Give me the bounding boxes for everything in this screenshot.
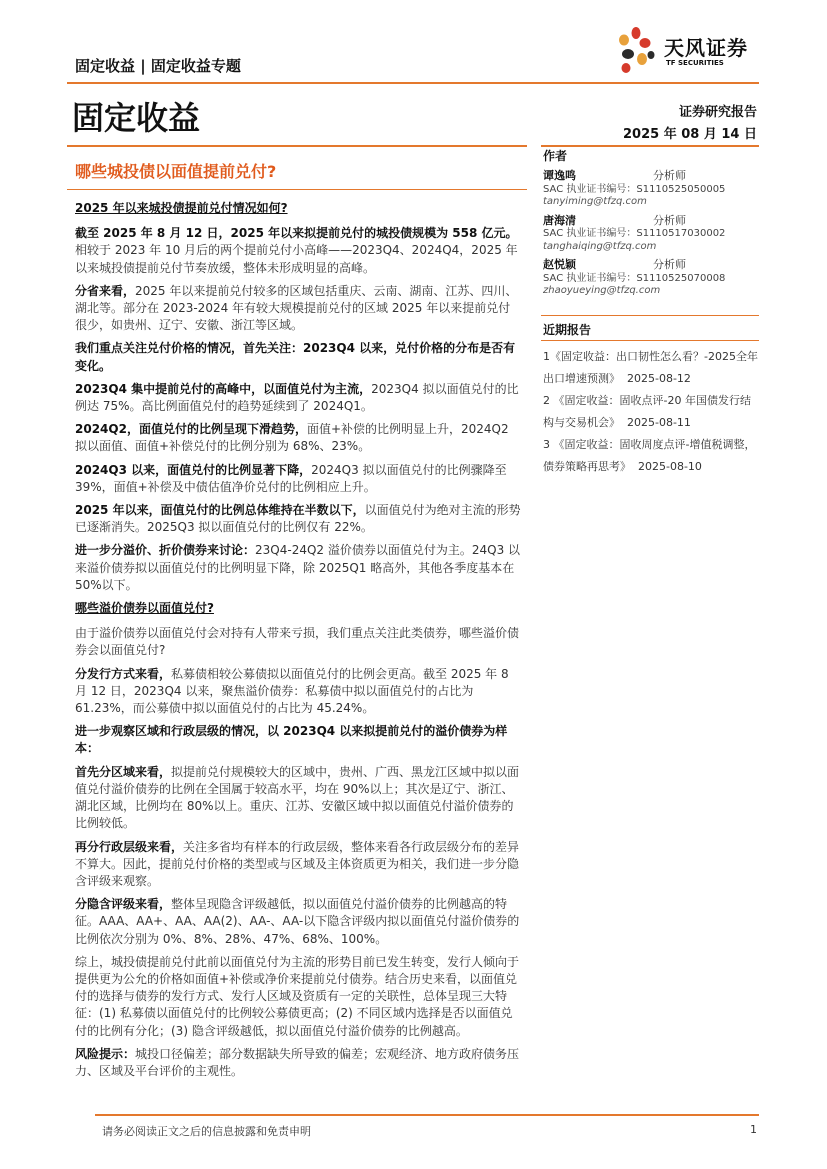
author-email[interactable]: zhaoyueying@tfzq.com xyxy=(543,285,661,296)
divider-main xyxy=(67,145,527,147)
authors-title: 作者 xyxy=(543,149,568,163)
paragraph-text: 由于溢价债券以面值兑付会对持有人带来亏损，我们重点关注此类债券，哪些溢价债券会以面值兑付? xyxy=(75,626,520,658)
recent-report-title: 1《固定收益：出口韧性怎么看？-2025全年出口增速预测》 xyxy=(543,350,758,385)
paragraph xyxy=(75,625,522,659)
page-title: 固定收益 xyxy=(72,99,201,137)
report-date: 2025 年 08 月 14 日 xyxy=(623,127,757,142)
bold-lead: 首先分区域来看， xyxy=(75,764,172,779)
recent-report-date: 2025-08-12 xyxy=(627,372,691,385)
author-cert: SAC 执业证书编号：S1110525050005 xyxy=(543,183,726,195)
bold-lead: 进一步观察区域和行政层级的情况，以 2023Q4 以来拟提前兑付的溢价债券为样本： xyxy=(75,724,508,756)
recent-report-title: 2 《固定收益：固收点评-20 年国债发行结构与交易机会》 xyxy=(543,394,751,429)
author-role: 分析师 xyxy=(653,169,686,182)
paragraph xyxy=(75,225,522,277)
footer-disclaimer: 请务必阅读正文之后的信息披露和免责申明 xyxy=(102,1125,311,1138)
author-cert: SAC 执业证书编号：S1110517030002 xyxy=(543,228,726,239)
logo-text: 天风证券 xyxy=(664,36,748,60)
recent-report-item[interactable] xyxy=(543,346,759,390)
bold-lead: 2024Q2，面值兑付的比例呈现下滑趋势， xyxy=(75,422,307,437)
logo-subtext: TF SECURITIES xyxy=(666,59,724,67)
company-logo xyxy=(612,26,762,76)
paragraph xyxy=(75,839,522,891)
author-name: 唐海清 xyxy=(543,213,576,227)
bold-lead: 分省来看， xyxy=(75,283,136,298)
paragraph xyxy=(75,462,522,496)
paragraph-text: 23Q4-24Q2 溢价债券以面值兑付为主。24Q3 以来溢价债券拟以面值兑付的比例明显下降，除 2025Q1 略高外，其他各季度基本在 50%以下。 xyxy=(75,543,521,592)
author-email[interactable]: tanyiming@tfzq.com xyxy=(543,196,647,207)
section-title: 哪些溢价债券以面值兑付? xyxy=(75,601,214,616)
paragraph-text: 关注多省均有样本的行政层级，整体来看各行政层级分布的差异不算大。因此，提前兑付价格的类型或与区域及主体资质更为相关，我们进一步分隐含评级来观察。 xyxy=(75,839,520,888)
breadcrumb: 固定收益 | 固定收益专题 xyxy=(75,57,241,75)
author-cert: SAC 执业证书编号：S1110525070008 xyxy=(543,272,726,284)
bold-lead: 分隐含评级来看， xyxy=(75,897,172,912)
page-number: 1 xyxy=(750,1123,757,1136)
bold-lead: 2023Q4 集中提前兑付的高峰中，以面值兑付为主流， xyxy=(75,381,372,396)
bold-lead: 截至 2025 年 8 月 12 日，2025 年以来拟提前兑付的城投债规模为 558 亿元。 xyxy=(75,226,518,241)
logo-mark-icon xyxy=(612,26,660,76)
paragraph xyxy=(75,381,522,415)
paragraph xyxy=(75,340,522,374)
paragraph xyxy=(75,764,522,833)
paragraph-text: 相较于 2023 年 10 月后的两个提前兑付小高峰——2023Q4、2024Q4，2025 年以来城投债提前兑付节奏放缓，整体未形成明显的高峰。 xyxy=(75,243,518,275)
headline-divider xyxy=(67,189,527,190)
report-headline: 哪些城投债以面值提前兑付? xyxy=(75,162,277,181)
paragraph-text: 2024Q3 拟以面值兑付的比例骤降至 39%，面值+补偿及中债估值净价兑付的比例相应上升。 xyxy=(75,462,507,494)
paragraph-text: 私募债相较公募债拟以面值兑付的比例会更高。截至 2025 年 8 月 12 日，2023Q4 以来，聚焦溢价债券：私募债中拟以面值兑付的占比为 61.23%，而公募债中拟以面值兑付的占比为 45.24%。 xyxy=(75,666,509,716)
paragraph xyxy=(75,542,522,594)
report-type: 证券研究报告 xyxy=(678,105,757,120)
recent-report-title: 3 《固定收益：固收周度点评-增值税调整，债券策略再思考》 xyxy=(543,438,756,473)
bold-lead: 2024Q3 以来，面值兑付的比例显著下降， xyxy=(75,462,312,477)
bold-lead: 我们重点关注兑付价格的情况，首先关注：2023Q4 以来，兑付价格的分布是否有变化。 xyxy=(75,341,516,373)
bold-lead: 2025 年以来，面值兑付的比例总体维持在半数以下， xyxy=(75,503,365,518)
paragraph xyxy=(75,283,522,335)
paragraph-text: 综上，城投债提前兑付此前以面值兑付为主流的形势目前已发生转变，发行人倾向于提供更为公允的价格如面值+补偿或净价来提前兑付债券。结合历史来看，以面值兑付的选择与债券的发行方式、发行人区域及资质有一定的关联性，总体呈现三大特征：(1) 私募债以面值兑付的比例较公募债更高；(2) 不同区域内选择是否以面值兑付的比例有分化；(3) 隐含评级越低，拟以面值兑付溢价债券的比例越高。 xyxy=(75,954,520,1038)
author-card xyxy=(543,215,759,254)
bold-lead: 分发行方式来看， xyxy=(75,666,172,681)
header-divider xyxy=(67,82,759,84)
paragraph-text: 2025 年以来提前兑付较多的区域包括重庆、云南、湖南、江苏、四川、湖北等。部分在 2023-2024 年有较大规模提前兑付的区域 2025 年以来提前兑付很少，如贵州、辽宁、安徽、浙江等区域。 xyxy=(75,283,518,333)
author-email[interactable]: tanghaiqing@tfzq.com xyxy=(543,240,657,252)
bold-lead: 风险提示： xyxy=(75,1046,136,1061)
divider-recent-top xyxy=(541,315,759,316)
author-card xyxy=(543,170,759,209)
paragraph xyxy=(75,896,522,948)
paragraph xyxy=(75,421,522,455)
recent-report-item[interactable] xyxy=(543,390,759,434)
recent-reports-list xyxy=(543,346,759,478)
paragraph xyxy=(75,502,522,536)
main-content xyxy=(75,196,522,1086)
paragraph xyxy=(75,954,522,1040)
section-title: 2025 年以来城投债提前兑付情况如何? xyxy=(75,201,288,215)
paragraph-text: 城投口径偏差；部分数据缺失所导致的偏差；宏观经济、地方政府债务压力、区域及平台评价的主观性。 xyxy=(75,1046,520,1078)
footer-divider xyxy=(95,1114,759,1116)
paragraph-text: 拟提前兑付规模较大的区域中，贵州、广西、黑龙江区域中拟以面值兑付溢价债券的比例在全国属于较高水平，均在 90%以上；其次是辽宁、浙江、湖北区域，比例均在 80%以上。重庆、江苏、安徽区域中拟以面值兑付溢价债券的比例较低。 xyxy=(75,764,520,831)
paragraph-text: 面值+补偿的比例明显上升，2024Q2 拟以面值、面值+补偿兑付的比例分别为 68%、23%。 xyxy=(75,422,509,454)
author-role: 分析师 xyxy=(653,213,686,227)
authors-panel xyxy=(543,147,759,298)
paragraph xyxy=(75,666,522,718)
author-name: 赵悦颖 xyxy=(543,258,576,271)
bold-lead: 进一步分溢价、折价债券来讨论： xyxy=(75,543,256,558)
paragraph-text: 2023Q4 拟以面值兑付的比例达 75%。高比例面值兑付的趋势延续到了 2024Q1。 xyxy=(75,381,519,414)
author-card xyxy=(543,259,759,298)
paragraph-text: 整体呈现隐含评级越低，拟以面值兑付溢价债券的比例越高的特征。AAA、AA+、AA、AA(2)、AA-、AA-以下隐含评级内拟以面值兑付溢价债券的比例依次分别为 0%、8%、28%、47%、68%、100%。 xyxy=(75,897,520,946)
author-role: 分析师 xyxy=(653,258,686,271)
paragraph xyxy=(75,723,522,757)
risk-warning xyxy=(75,1046,522,1080)
recent-reports-title: 近期报告 xyxy=(543,323,592,337)
bold-lead: 再分行政层级来看， xyxy=(75,839,184,854)
recent-report-item[interactable] xyxy=(543,434,759,478)
author-name: 谭逸鸣 xyxy=(543,169,576,182)
recent-report-date: 2025-08-11 xyxy=(627,416,691,429)
recent-report-date: 2025-08-10 xyxy=(638,460,702,473)
divider-recent-bottom xyxy=(541,340,759,341)
paragraph-text: 以面值兑付为绝对主流的形势已逐渐消失。2025Q3 拟以面值兑付的比例仅有 22%。 xyxy=(75,503,521,535)
